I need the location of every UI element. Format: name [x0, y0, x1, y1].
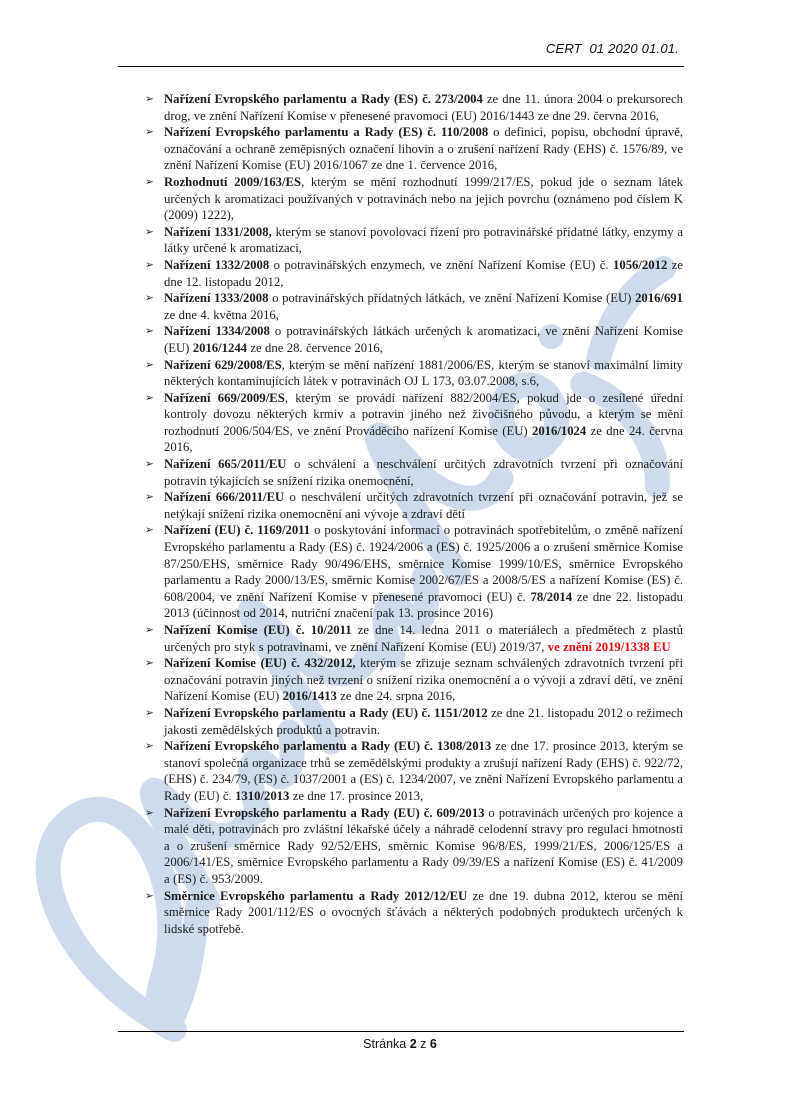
text-segment: ze dne 12. listopadu 2012,: [164, 257, 683, 289]
list-item: [145, 257, 683, 290]
bullet-arrow-icon: ➢: [145, 292, 154, 305]
text-segment: ve znění 2019/1338 EU: [547, 639, 671, 654]
list-item: [145, 655, 683, 705]
text-segment: Nařízení 1331/2008,: [164, 224, 272, 239]
text-segment: z: [416, 1037, 430, 1051]
list-item-text: [164, 357, 683, 390]
list-item-text: [164, 174, 683, 224]
bullet-arrow-icon: ➢: [145, 657, 154, 670]
bullet-arrow-icon: ➢: [145, 806, 154, 819]
text-segment: Stránka: [363, 1037, 410, 1051]
list-item: [145, 224, 683, 257]
text-segment: 78/2014: [530, 589, 573, 604]
list-item: [145, 357, 683, 390]
text-segment: Rozhodnutí 2009/163/ES: [164, 174, 302, 189]
list-item: [145, 456, 683, 489]
text-segment: ze dne 14. ledna 2011 o materiálech a předmětech z plastů určených pro styk s potravinami, ve znění Nařízení Komise (EU) 2019/37,: [164, 623, 683, 654]
bullet-arrow-icon: ➢: [145, 458, 154, 471]
text-segment: Nařízení 665/2011/EU: [164, 457, 287, 472]
text-segment: ze dne 19. dubna 2012, kterou se mění směrnice Rady 2001/112/ES o ovocných šťávách a některých podobných produktech určených k lidské spotřebě.: [164, 888, 683, 936]
list-item-text: [164, 224, 683, 257]
list-item: [145, 622, 683, 655]
bullet-arrow-icon: ➢: [145, 126, 154, 139]
text-segment: Nařízení Evropského parlamentu a Rady (EU) č. 1308/2013: [164, 739, 492, 754]
text-segment: o schválení a neschválení určitých zdravotních tvrzení při označování potravin týkajících se snížení rizika onemocnění,: [164, 457, 683, 488]
list-item: [145, 888, 683, 938]
list-item-text: [164, 705, 683, 738]
text-segment: o neschválení určitých zdravotních tvrzení při označování potravin, jež se netýkají snížení rizika onemocnění ani vývoje a zdraví dětí: [164, 490, 683, 521]
footer-rule: [118, 1031, 684, 1032]
list-item: [145, 805, 683, 888]
doc-code: CERT 01 2020 01.01.: [545, 41, 679, 56]
list-item-text: [164, 489, 683, 522]
bullet-arrow-icon: ➢: [145, 325, 154, 338]
text-segment: , kterým se mění nařízení 1881/2006/ES, kterým se stanoví maximální limity některých kontaminujících látek v potravinách OJ L 173, 03.07.2008, s.6,: [164, 357, 683, 389]
list-item: [145, 390, 683, 456]
text-segment: 2016/1024: [531, 423, 587, 438]
text-segment: ze dne 17. prosince 2013,: [289, 788, 424, 803]
bullet-arrow-icon: ➢: [145, 358, 154, 371]
text-segment: 2016/1413: [282, 689, 337, 704]
text-segment: 1056/2012: [613, 257, 668, 272]
list-item: [145, 91, 683, 124]
text-segment: Nařízení Komise (EU) č. 432/2012,: [164, 656, 356, 671]
text-segment: , kterým se mění rozhodnutí 1999/217/ES, pokud jde o seznam látek určených k aromatizaci používaných v potravinách nebo na jejich povrchu (oznámeno pod číslem K (2009) 1222),: [164, 174, 683, 223]
text-segment: o potravinářských enzymech, ve znění Nařízení Komise (EU) č.: [269, 257, 614, 272]
bullet-arrow-icon: ➢: [145, 258, 154, 271]
text-segment: 2: [409, 1037, 417, 1051]
text-segment: Nařízení Evropského parlamentu a Rady (ES) č. 273/2004: [164, 92, 483, 106]
regulation-list: [145, 91, 683, 937]
list-item-text: [164, 655, 683, 705]
text-segment: Nařízení Evropského parlamentu a Rady (ES) č. 110/2008: [164, 125, 489, 140]
text-segment: Nařízení Komise (EU) č. 10/2011: [164, 623, 352, 637]
list-item-text: [164, 738, 683, 804]
list-item: [145, 489, 683, 522]
text-segment: ze dne 28. července 2016,: [247, 340, 383, 355]
list-item: [145, 705, 683, 738]
list-item-text: [164, 522, 683, 622]
bullet-arrow-icon: ➢: [145, 391, 154, 404]
text-segment: Nařízení 629/2008/ES: [164, 357, 282, 372]
list-item: [145, 323, 683, 356]
bullet-arrow-icon: ➢: [145, 624, 154, 636]
header-rule: [118, 66, 684, 67]
text-segment: o potravinářských přídatných látkách, ve znění Nařízení Komise (EU): [268, 291, 636, 306]
text-segment: o potravinách určených pro kojence a malé děti, potravinách pro zvláštní lékařské účely a náhradě celodenní stravy pro regulaci hmotnosti a o zrušení směrnice Rady 92/52/EHS, směrnic Komise 96/8/ES, 1999/21/ES, 2006/125/ES a 2006/141/ES, směrnice Evropského parlamentu a Rady 09/39/ES a nařízení Komise (ES) č. 41/2009 a (ES) č. 953/2009.: [164, 805, 684, 886]
list-item-text: [164, 290, 683, 323]
list-item-text: [164, 323, 683, 356]
text-segment: o definici, popisu, obchodní úpravě, označování a ochraně zeměpisných označení lihovin a o zrušení nařízení Rady (EHS) č. 1576/89, ve znění Nařízení Komise (EU) 2016/1067 ze dne 1. července 2016,: [164, 125, 683, 173]
text-segment: kterým se stanoví povolovací řízení pro potravinářské přídatné látky, enzymy a látky určené k aromatizaci,: [164, 224, 684, 256]
text-segment: 2016/691: [635, 291, 683, 306]
text-segment: Nařízení Evropského parlamentu a Rady (EU) č. 609/2013: [164, 805, 485, 820]
bullet-arrow-icon: ➢: [145, 524, 154, 537]
text-segment: Nařízení Evropského parlamentu a Rady (EU) č. 1151/2012: [164, 705, 488, 720]
bullet-arrow-icon: ➢: [145, 740, 154, 753]
list-item-text: [164, 805, 683, 888]
list-item-text: [164, 124, 683, 174]
text-segment: 6: [429, 1037, 437, 1051]
text-segment: ze dne 17. prosince 2013, kterým se stanoví společná organizace trhů se zemědělskými produkty a zrušují nařízení Rady (EHS) č. 922/72, (EHS) č. 234/79, (ES) č. 1037/2001 a (ES) č. 1234/2007, ve znění Nařízení Evropského parlamentu a Rady (EU) č.: [164, 739, 683, 803]
bullet-arrow-icon: ➢: [145, 225, 154, 238]
text-segment: Nařízení 1333/2008: [164, 291, 269, 306]
text-segment: Nařízení 1334/2008: [164, 324, 270, 339]
text-segment: ze dne 21. listopadu 2012 o režimech jakosti zemědělských produktů a potravin.: [164, 705, 683, 737]
bullet-arrow-icon: ➢: [145, 889, 154, 902]
list-item: [145, 738, 683, 804]
text-segment: Nařízení 666/2011/EU: [164, 490, 285, 505]
text-segment: kterým se zřizuje seznam schválených zdravotních tvrzení při označování potravin jiných než tvrzení o snížení rizika onemocnění a o vývoji a zdraví dětí, ve znění Nařízení Komise (EU): [164, 656, 684, 704]
text-segment: , kterým se provádí nařízení 882/2004/ES, pokud jde o zesílené úřední kontroly dovozu některých krmiv a potravin jiného než živočišného původu, a kterým se mění rozhodnutí 2006/504/ES, ve znění Prováděcího nařízení Komise (EU): [164, 390, 683, 438]
text-segment: ze dne 24. srpna 2016,: [336, 689, 456, 704]
bullet-arrow-icon: ➢: [145, 491, 154, 504]
text-segment: ze dne 11. února 2004 o prekursorech drog, ve znění Nařízení Komise v přenesené pravomoci (EU) 2016/1443 ze dne 29. června 2016,: [164, 92, 684, 123]
list-item-text: [164, 622, 683, 655]
list-item: [145, 124, 683, 174]
footer-page-label: [0, 1037, 800, 1051]
list-item-text: [164, 888, 683, 938]
list-item-text: [164, 456, 683, 489]
text-segment: ze dne 22. listopadu 2013 (účinnost od 2014, nutriční značení pak 13. prosince 2016): [164, 589, 683, 621]
text-segment: 1310/2013: [235, 788, 290, 803]
list-item-text: [164, 91, 683, 124]
text-segment: ze dne 24. června 2016,: [164, 423, 683, 455]
list-item: [145, 290, 683, 323]
text-segment: Nařízení (EU) č. 1169/2011: [164, 523, 311, 538]
text-segment: Nařízení 1332/2008: [164, 257, 270, 272]
list-item-text: [164, 257, 683, 290]
text-segment: o poskytování informací o potravinách spotřebitelům, o změně nařízení Evropského parlamentu a Rady (ES) č. 1924/2006 a (ES) č. 1925/2006 a o zrušení směrnice Komise 87/250/EHS, směrnice Rady 90/496/EHS, směrnice Komise 1999/10/ES, směrnice Evropského parlamentu a Rady 2000/13/ES, směrnic Komise 2002/67/ES a 2008/5/ES a nařízení Komise (ES) č. 608/2004, ve znění Nařízení Komise v přenesené pravomoci (EU) č.: [164, 523, 684, 604]
bullet-arrow-icon: ➢: [145, 706, 154, 719]
list-item: [145, 522, 683, 622]
text-segment: Směrnice Evropského parlamentu a Rady 2012/12/EU: [164, 888, 468, 903]
list-item-text: [164, 390, 683, 456]
text-segment: Nařízení 669/2009/ES: [164, 390, 285, 405]
list-item: [145, 174, 683, 224]
bullet-arrow-icon: ➢: [145, 175, 154, 188]
text-segment: 2016/1244: [192, 340, 248, 355]
bullet-arrow-icon: ➢: [145, 93, 154, 105]
text-segment: o potravinářských látkách určených k aromatizaci, ve znění Nařízení Komise (EU): [164, 324, 683, 355]
text-segment: ze dne 4. května 2016,: [164, 307, 279, 322]
